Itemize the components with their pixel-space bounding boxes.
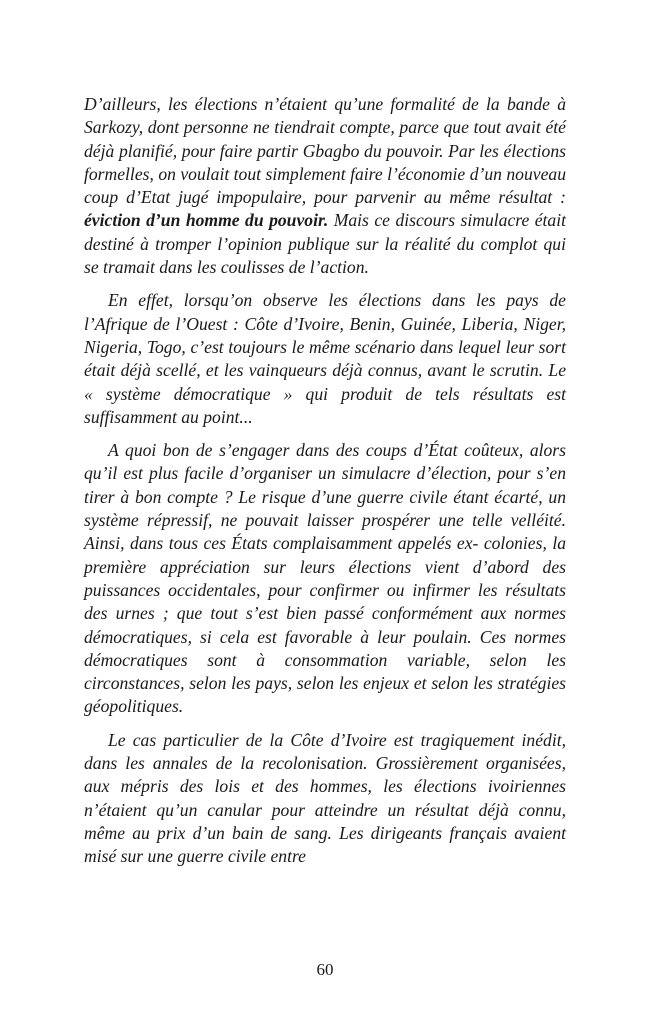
paragraph-1 xyxy=(84,93,566,279)
paragraph-1-text-start: D’ailleurs, les élections n’étaient qu’une formalité de la bande à Sarkozy, dont personne ne tiendrait compte, parce que tout avait été déjà planifié, pour faire partir Gbagbo du pouvoir. Par les élections formelles, on voulait tout simplement faire l’économie d’un nouveau coup d’Etat jugé impopulaire, pour parvenir au même résultat : xyxy=(84,94,566,208)
page-number: 60 xyxy=(316,960,334,979)
paragraph-3: A quoi bon de s’engager dans des coups d’État coûteux, alors qu’il est plus facile d’organiser un simulacre d’élection, pour s’en tirer à bon compte ? Le risque d’une guerre civile étant écarté, un système répressif, ne pouvait laisser prospérer une telle velléité. Ainsi, dans tous ces États complaisamment appelés ex- colonies, la première appréciation sur leurs élections vient d’abord des puissances occidentales, pour confirmer ou infirmer les résultats des urnes ; que tout s’est bien passé conformément aux normes démocratiques, si cela est favorable à leur poulain. Ces normes démocratiques sont à consommation variable, selon les circonstances, selon les pays, selon les enjeux et selon les stratégies géopolitiques. xyxy=(84,440,566,717)
page-body xyxy=(84,93,566,993)
paragraph-1-bold-phrase: éviction d’un homme du pouvoir. xyxy=(84,210,329,231)
paragraph-4: Le cas particulier de la Côte d’Ivoire est tragiquement inédit, dans les annales de la recolonisation. Grossièrement organisées, aux mépris des lois et des hommes, les élections ivoiriennes n’étaient qu’un canular pour atteindre un résultat déjà connu, même au prix d’un bain de sang. Les dirigeants français avaient misé sur une guerre civile entre xyxy=(84,729,566,867)
paragraph-1-text-end: Mais ce discours simulacre était destiné à tromper l’opinion publique sur la réalité du complot qui se tramait dans les coulisses de l’action. xyxy=(84,210,567,278)
paragraph-2: En effet, lorsqu’on observe les élections dans les pays de l’Afrique de l’Ouest : Côte d’Ivoire, Benin, Guinée, Liberia, Niger, Nigeria, Togo, c’est toujours le même scénario dans lequel leur sort était déjà scellé, et les vainqueurs déjà connus, avant le scrutin. Le « système démocratique » qui produit de tels résultats est suffisamment au point... xyxy=(84,290,566,427)
